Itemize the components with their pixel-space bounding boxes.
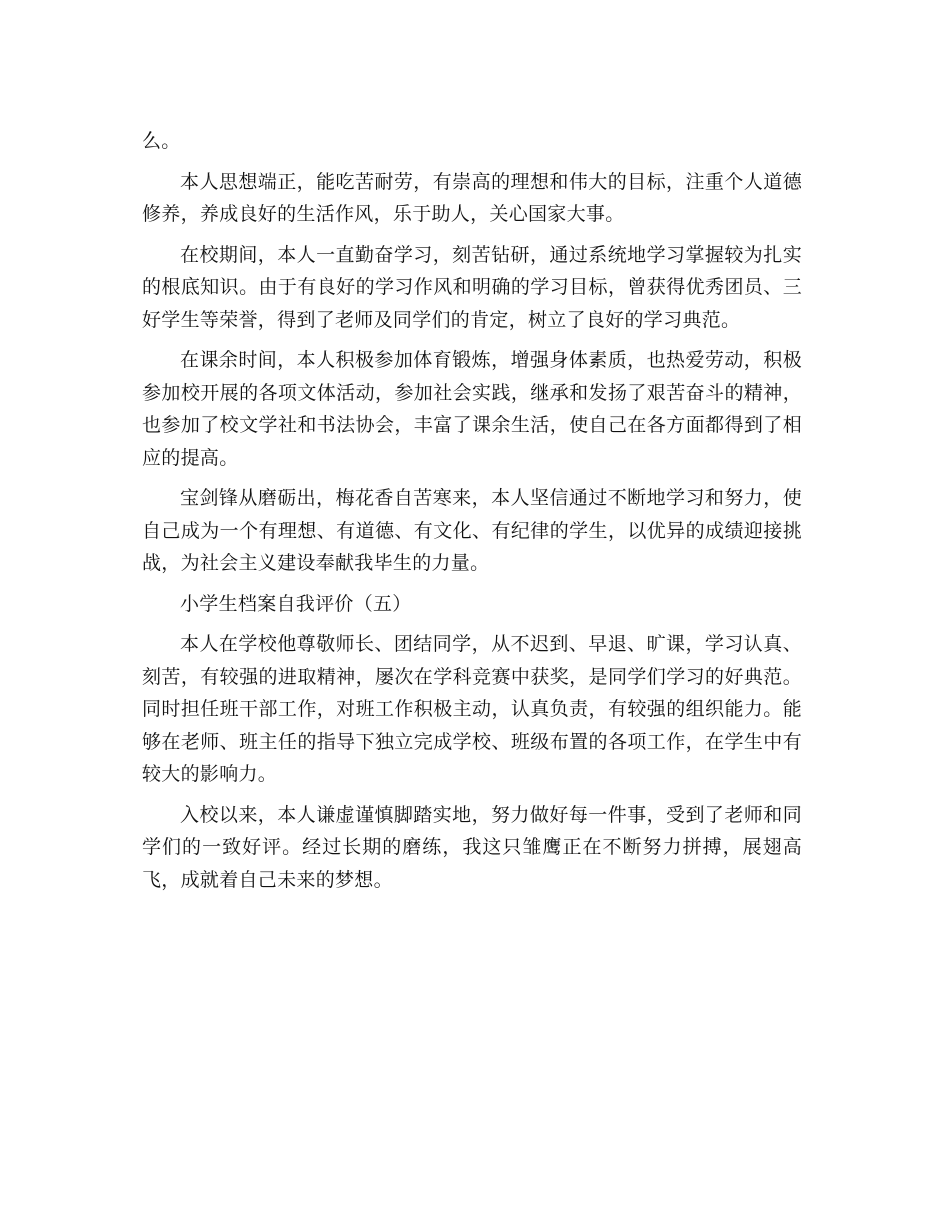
paragraph-continuation: 么。 <box>142 130 181 152</box>
paragraph-school-conduct: 本人在学校他尊敬师长、团结同学，从不迟到、早退、旷课，学习认真、刻苦，有较强的进取精神，屡次在学科竞赛中获奖，是同学们学习的好典范。同时担任班干部工作，对班工作积极主动，认真负责，有较强的组织能力。能够在老师、班主任的指导下独立完成学校、班级布置的各项工作，在学生中有较大的影响力。 <box>142 633 802 785</box>
section-heading: 小学生档案自我评价（五） <box>180 592 412 615</box>
document-page <box>142 125 802 904</box>
paragraph-study: 在校期间，本人一直勤奋学习，刻苦钻研，通过系统地学习掌握较为扎实的根底知识。由于有良好的学习作风和明确的学习目标，曾获得优秀团员、三好学生等荣誉，得到了老师及同学们的肯定，树立了良好的学习典范。 <box>142 243 802 331</box>
paragraph-extracurricular: 在课余时间，本人积极参加体育锻炼，增强身体素质，也热爱劳动，积极参加校开展的各项文体活动，参加社会实践，继承和发扬了艰苦奋斗的精神，也参加了校文学社和书法协会，丰富了课余生活，使自己在各方面都得到了相应的提高。 <box>142 349 802 469</box>
paragraph-aspiration: 宝剑锋从磨砺出，梅花香自苦寒来，本人坚信通过不断地学习和努力，使自己成为一个有理想、有道德、有文化、有纪律的学生，以优异的成绩迎接挑战，为社会主义建设奉献我毕生的力量。 <box>142 487 802 574</box>
paragraph-character: 本人思想端正，能吃苦耐劳，有崇高的理想和伟大的目标，注重个人道德修养，养成良好的生活作风，乐于助人，关心国家大事。 <box>142 170 802 225</box>
paragraph-since-enrollment: 入校以来，本人谦虚谨慎脚踏实地，努力做好每一件事，受到了老师和同学们的一致好评。经过长期的磨练，我这只雏鹰正在不断努力拼搏，展翅高飞，成就着自己未来的梦想。 <box>142 803 802 891</box>
